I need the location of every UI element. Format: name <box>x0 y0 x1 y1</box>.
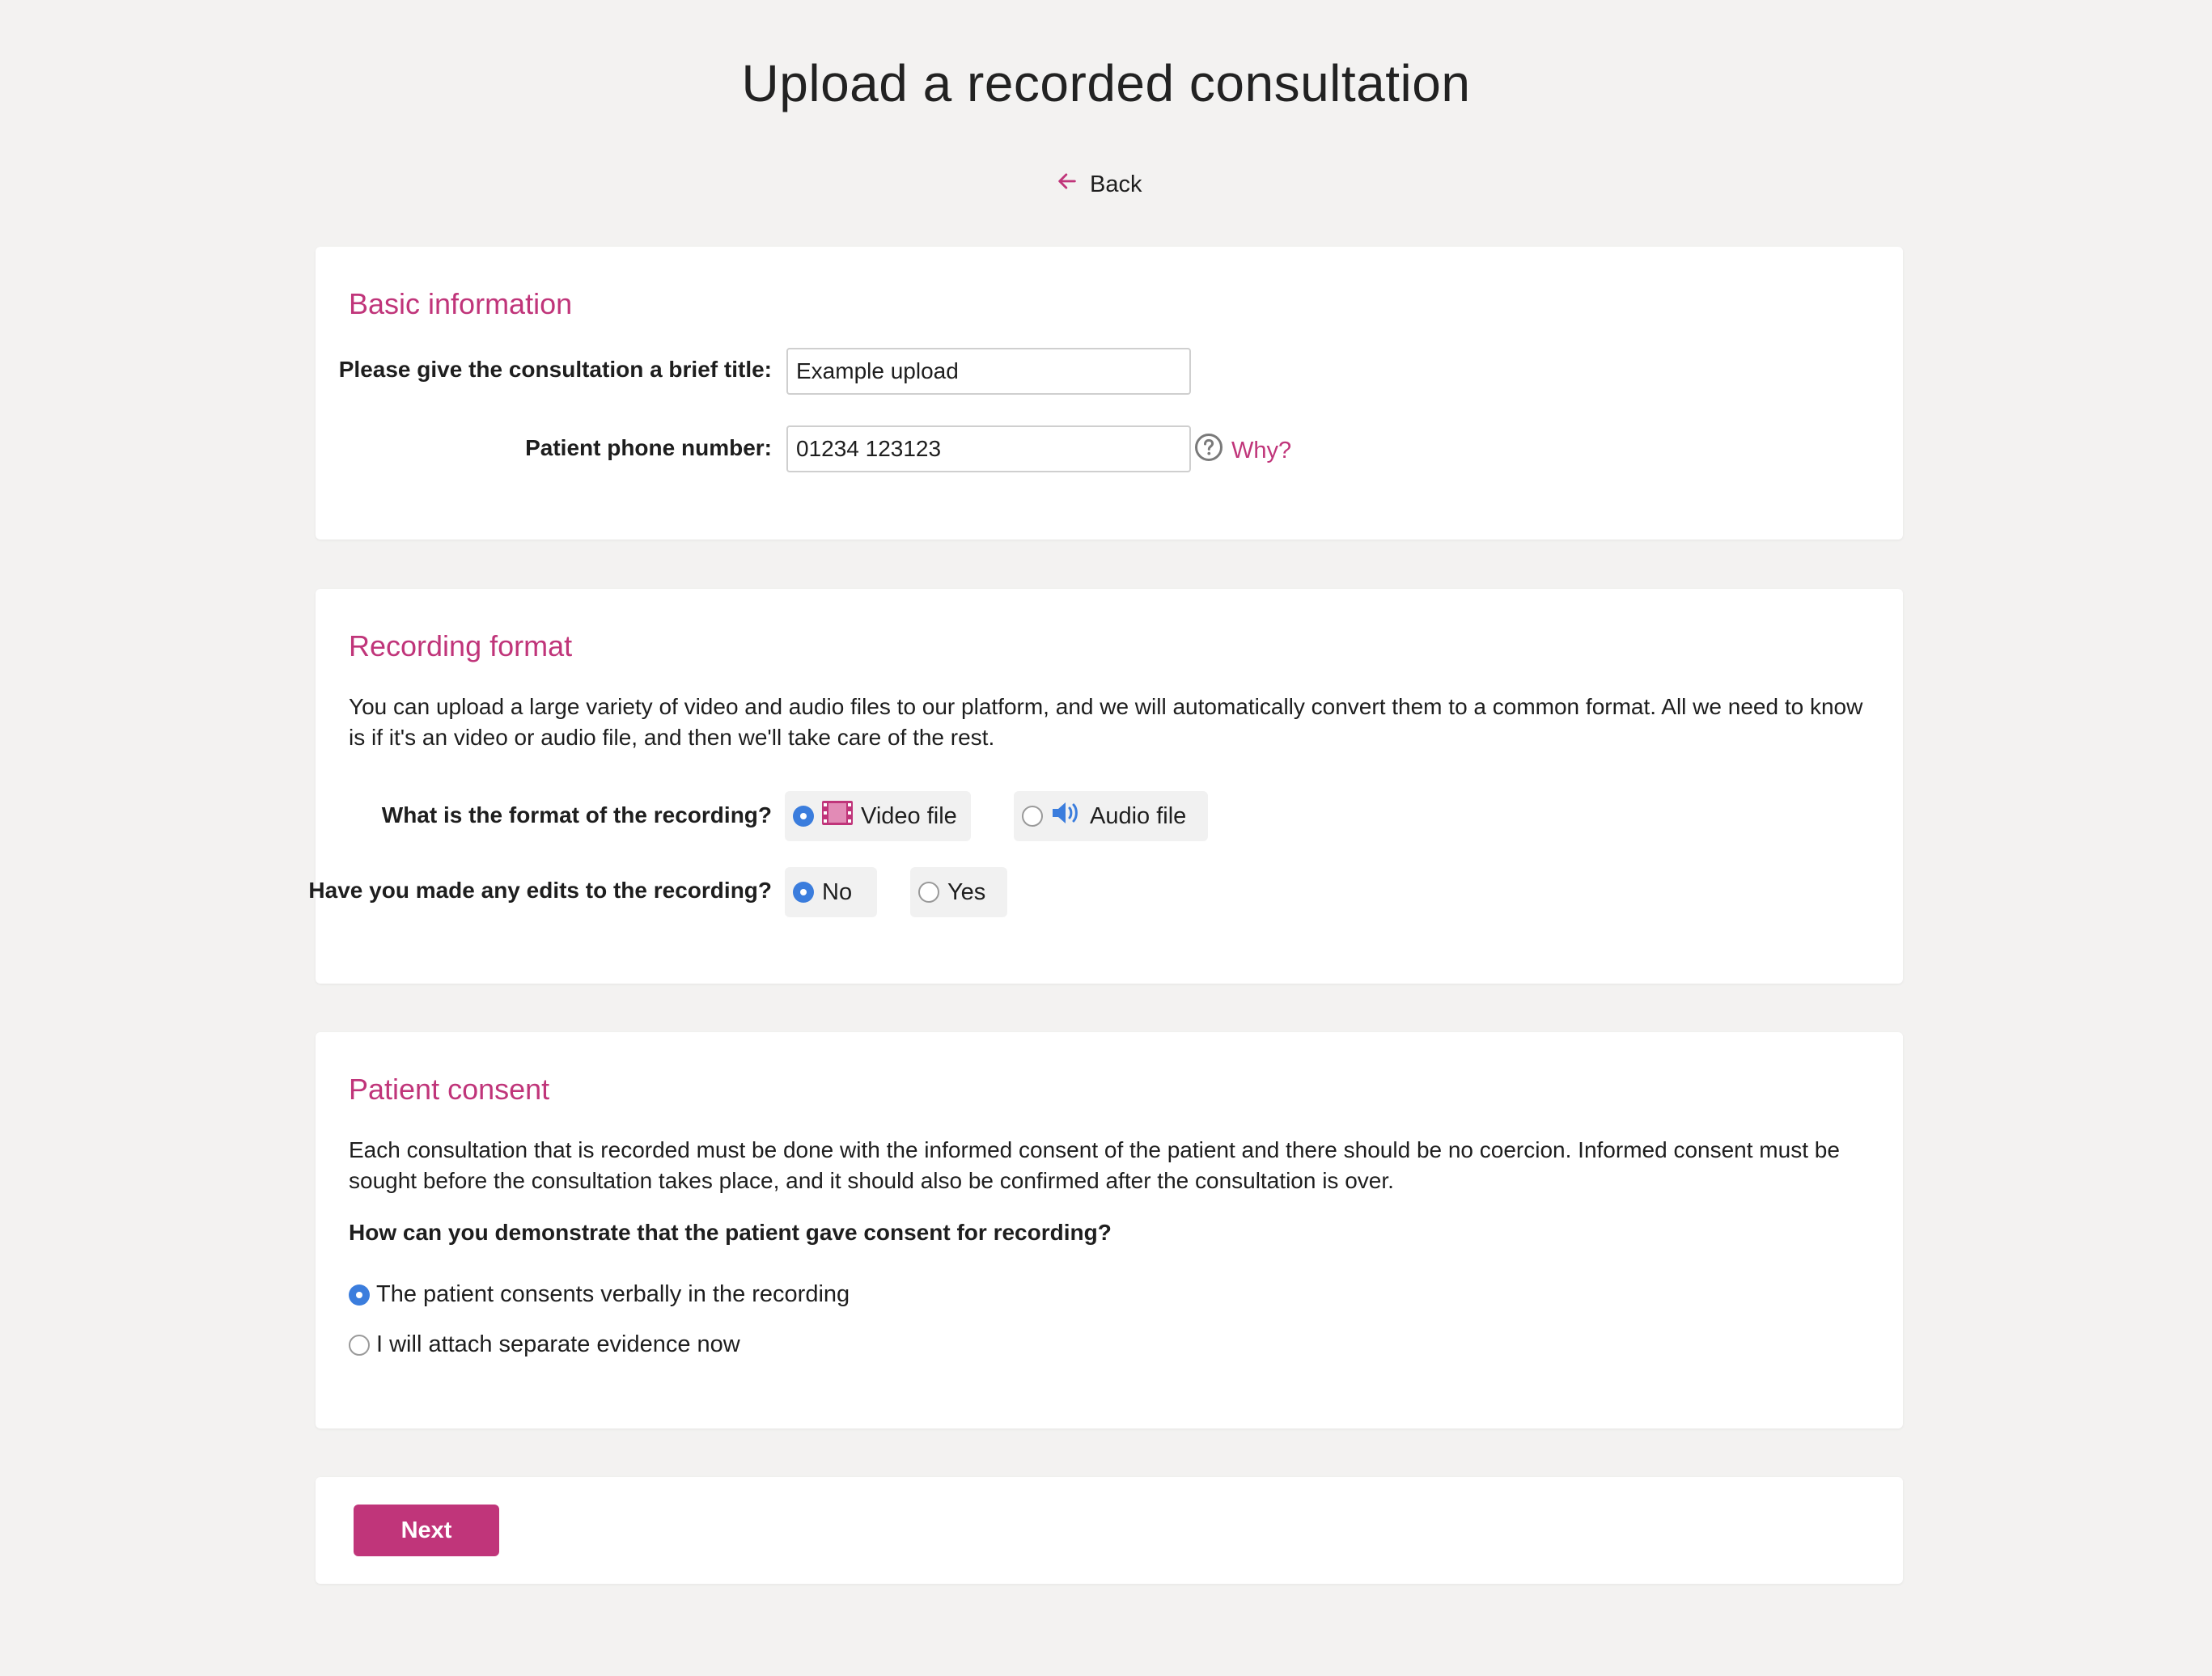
phone-input[interactable] <box>786 425 1191 472</box>
back-link[interactable] <box>1056 170 1142 199</box>
audio-file-radio[interactable] <box>1022 806 1043 827</box>
consent-question: How can you demonstrate that the patient gave consent for recording? <box>349 1220 1112 1245</box>
film-icon <box>822 801 853 832</box>
consent-evidence-radio[interactable] <box>349 1335 370 1356</box>
title-label: Please give the consultation a brief title: <box>338 357 772 382</box>
edits-yes-label: Yes <box>947 878 986 905</box>
basic-information-card <box>316 247 1903 540</box>
audio-file-option[interactable] <box>1014 791 1208 841</box>
edits-no-option[interactable] <box>785 867 877 917</box>
recording-format-heading: Recording format <box>349 629 573 662</box>
page-title: Upload a recorded consultation <box>741 54 1471 112</box>
question-circle-icon <box>1194 433 1223 468</box>
video-file-label: Video file <box>861 802 957 829</box>
edits-question: Have you made any edits to the recording? <box>308 878 772 903</box>
edits-yes-radio[interactable] <box>918 882 939 903</box>
actions-card <box>316 1477 1903 1584</box>
audio-file-label: Audio file <box>1090 802 1187 829</box>
why-label: Why? <box>1231 437 1292 463</box>
arrow-left-icon <box>1056 170 1078 199</box>
basic-information-heading: Basic information <box>349 287 573 320</box>
consent-option-verbal[interactable] <box>349 1281 850 1308</box>
video-file-radio[interactable] <box>793 806 814 827</box>
edits-yes-option[interactable] <box>910 867 1007 917</box>
back-label: Back <box>1090 171 1142 197</box>
recording-format-description: You can upload a large variety of video and audio files to our platform, and we will automatically convert them to a common format. All we need to know is if it's an video or audio file, and then we'll take care of the rest. <box>349 694 1863 750</box>
patient-consent-card <box>316 1032 1903 1428</box>
edits-no-label: No <box>822 878 853 905</box>
phone-label: Patient phone number: <box>525 435 772 460</box>
patient-consent-heading: Patient consent <box>349 1073 550 1106</box>
patient-consent-description: Each consultation that is recorded must be done with the informed consent of the patient and there should be no coercion. Informed consent must be sought before the consultation takes place, and it should also be confirmed after the consultation is over. <box>349 1137 1840 1193</box>
format-question: What is the format of the recording? <box>381 802 772 827</box>
why-link[interactable] <box>1194 433 1291 468</box>
consent-evidence-label: I will attach separate evidence now <box>376 1331 740 1357</box>
consent-option-evidence[interactable] <box>349 1331 740 1358</box>
next-button[interactable]: Next <box>354 1505 499 1556</box>
consent-verbal-radio[interactable] <box>349 1285 370 1306</box>
title-input[interactable] <box>786 348 1191 395</box>
recording-format-card <box>308 589 1903 984</box>
video-file-option[interactable] <box>785 791 971 841</box>
speaker-icon <box>1051 801 1082 832</box>
edits-no-radio[interactable] <box>793 882 814 903</box>
consent-verbal-label: The patient consents verbally in the recording <box>376 1281 850 1307</box>
